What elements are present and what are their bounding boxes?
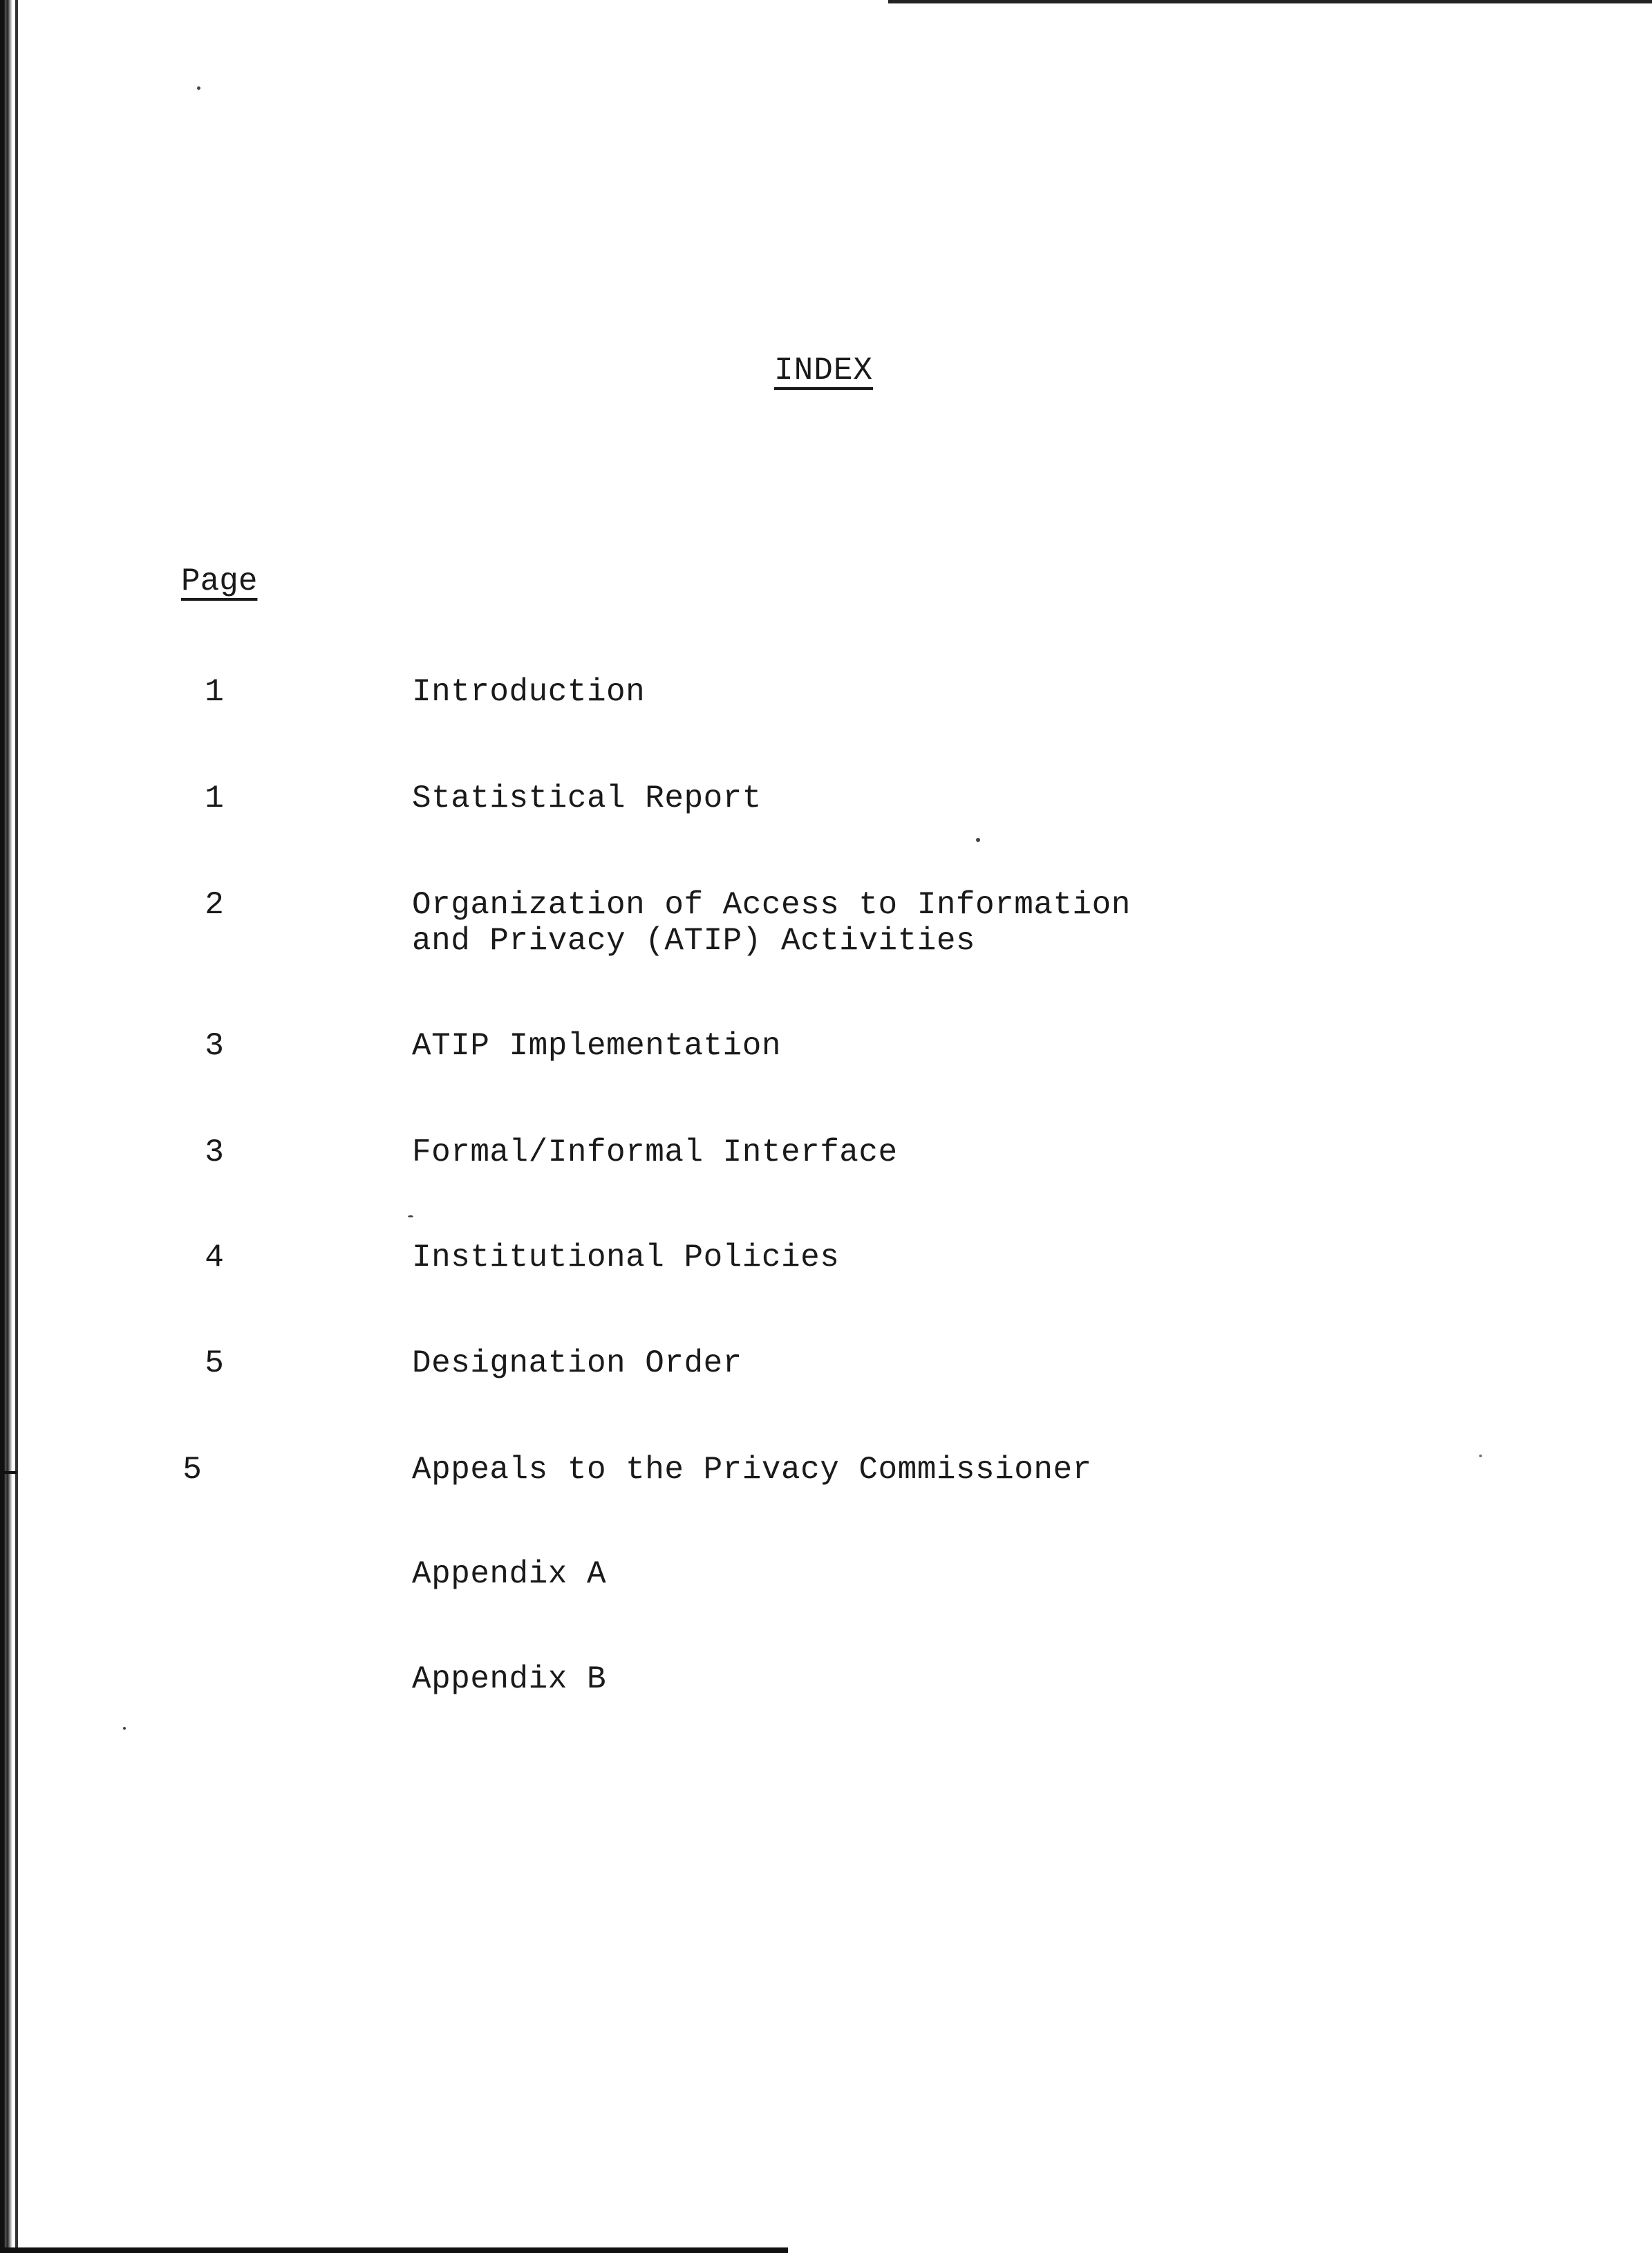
entry-title: ATIP Implementation [412, 1028, 781, 1064]
scan-speck [976, 838, 980, 842]
entry-title: Appeals to the Privacy Commissioner [412, 1452, 1092, 1488]
entry-title: Formal/Informal Interface [412, 1134, 898, 1170]
entry-title: Designation Order [412, 1345, 742, 1381]
scan-binding-edge [0, 0, 12, 2253]
entry-page-number: 1 [205, 674, 224, 710]
scan-speck [197, 86, 200, 90]
entry-page-number: 5 [182, 1452, 202, 1488]
entry-title: Appendix A [412, 1556, 607, 1592]
entry-page-number: 2 [205, 887, 224, 923]
entry-title: Institutional Policies [412, 1240, 840, 1275]
scan-margin-mark [0, 1471, 17, 1474]
entry-page-number: 5 [205, 1345, 224, 1381]
entry-title: Organization of Access to Information and Privacy (ATIP) Activities [412, 887, 1131, 959]
entry-title: Introduction [412, 674, 646, 710]
scan-speck [123, 1727, 126, 1730]
entry-page-number: 1 [205, 780, 224, 816]
page-title: INDEX [774, 353, 874, 389]
entry-title: Statistical Report [412, 780, 762, 816]
entry-page-number: 4 [205, 1240, 224, 1275]
scan-bottom-edge [0, 2247, 788, 2253]
page-column-header: Page [181, 563, 258, 599]
entry-page-number: 3 [205, 1028, 224, 1064]
scan-binding-line [15, 0, 18, 2253]
entry-title: Appendix B [412, 1661, 607, 1697]
scan-speck [1479, 1455, 1482, 1457]
scan-speck [408, 1215, 413, 1217]
scan-top-edge [888, 0, 1652, 3]
entry-page-number: 3 [205, 1134, 224, 1170]
